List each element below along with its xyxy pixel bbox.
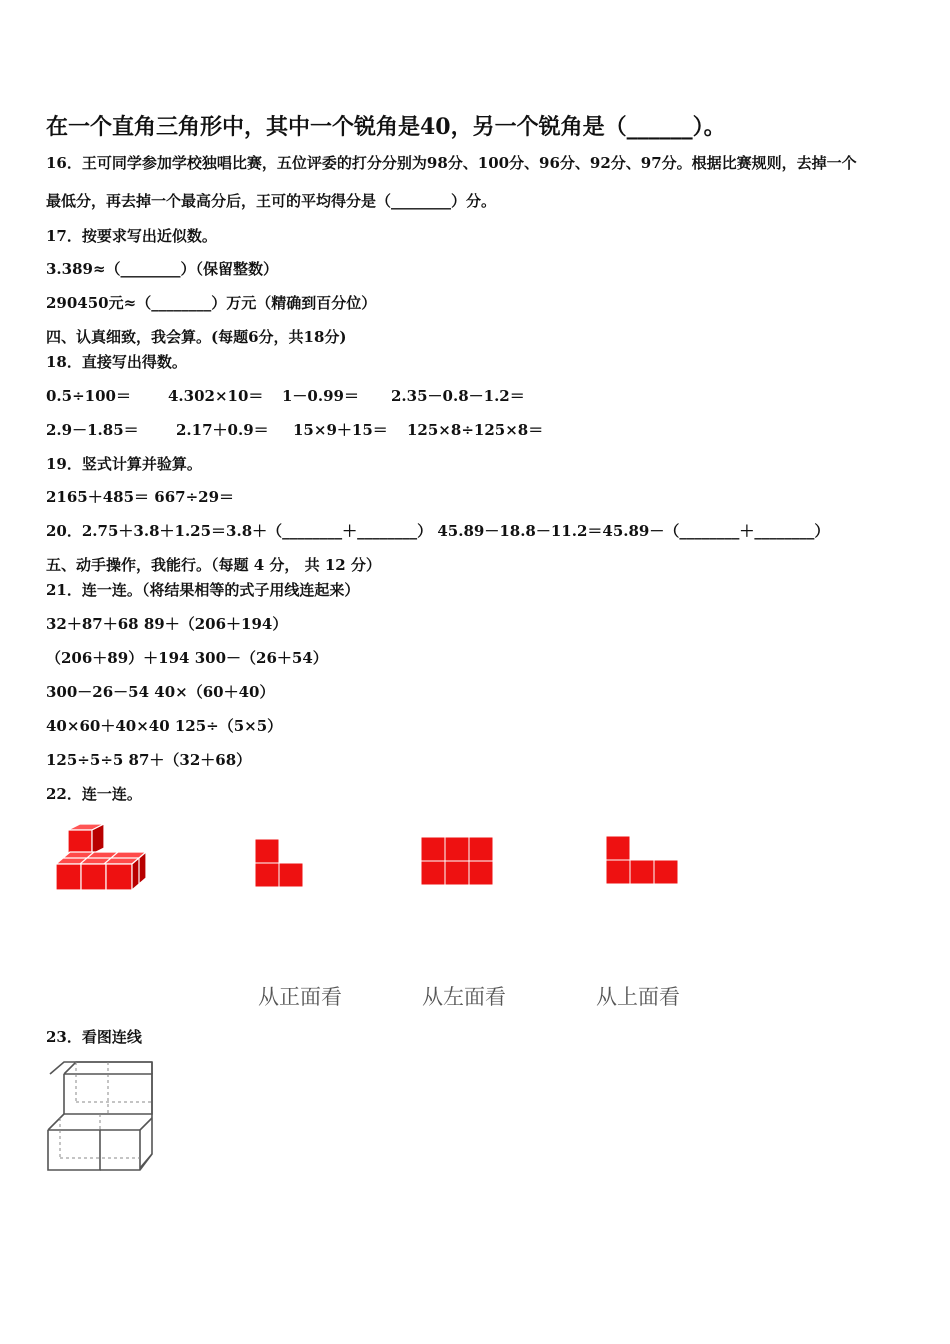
view-shape-grid (420, 836, 496, 888)
question-21-title: 21．连一连。（将结果相等的式子用线连起来） (46, 581, 360, 599)
question-16-line2: 最低分，再去掉一个最高分后，王可的平均得分是（________）分。 (46, 192, 497, 210)
question-15: 在一个直角三角形中，其中一个锐角是40，另一个锐角是（______）。 (46, 114, 726, 140)
section-4-title: 四、认真细致，我会算。(每题6分，共18分) (46, 328, 347, 346)
cube-face (106, 864, 132, 890)
section-5-title: 五、动手操作，我能行。（每题 4 分， 共 12 分） (46, 556, 381, 574)
wireframe-cube-figure (44, 1058, 160, 1176)
expression: 2.17＋0.9＝ (176, 421, 269, 439)
question-16-line1: 16．王可同学参加学校独唱比赛，五位评委的打分分别为98分、100分、96分、92分、97分。根据比赛规则，去掉一个 (46, 154, 857, 172)
question-21-row: （206＋89）＋194 300－（26＋54） (46, 649, 328, 667)
expression: 1－0.99＝ (282, 387, 359, 405)
caption-left-view: 从左面看 (422, 985, 506, 1009)
question-21-row: 40×60＋40×40 125÷（5×5） (46, 717, 283, 735)
question-19-line: 2165＋485＝ 667÷29＝ (46, 488, 235, 506)
question-18-title: 18．直接写出得数。 (46, 353, 187, 371)
expression: 0.5÷100＝ (46, 387, 131, 405)
question-17-title: 17．按要求写出近似数。 (46, 227, 217, 245)
expression: 15×9＋15＝ (293, 421, 388, 439)
question-17-a: 3.389≈（________）（保留整数） (46, 260, 279, 278)
expression: 4.302×10＝ (168, 387, 264, 405)
cube-face (56, 864, 81, 890)
cube-face (92, 824, 104, 854)
cube-face (81, 864, 106, 890)
question-21-row: 32＋87＋68 89＋（206＋194） (46, 615, 288, 633)
view-shape-l-wide (605, 835, 681, 889)
cube-stack-figure (50, 820, 150, 898)
expression: 125×8÷125×8＝ (407, 421, 544, 439)
question-17-b: 290450元≈（________）万元（精确到百分位） (46, 294, 377, 312)
question-20: 20．2.75＋3.8＋1.25＝3.8＋（________＋________） 45.89－18.8－11.2＝45.89－（________＋________） (46, 522, 830, 540)
view-shape-l-small (254, 838, 306, 890)
question-19-title: 19．竖式计算并验算。 (46, 455, 202, 473)
caption-top-view: 从上面看 (596, 985, 680, 1009)
cube-face (68, 830, 92, 854)
question-21-row: 300－26－54 40×（60＋40） (46, 683, 275, 701)
expression: 2.9－1.85＝ (46, 421, 139, 439)
caption-front-view: 从正面看 (258, 985, 342, 1009)
question-21-row: 125÷5÷5 87＋（32＋68） (46, 751, 252, 769)
question-23-title: 23．看图连线 (46, 1028, 142, 1046)
question-22-title: 22．连一连。 (46, 785, 142, 803)
expression: 2.35－0.8－1.2＝ (391, 387, 525, 405)
